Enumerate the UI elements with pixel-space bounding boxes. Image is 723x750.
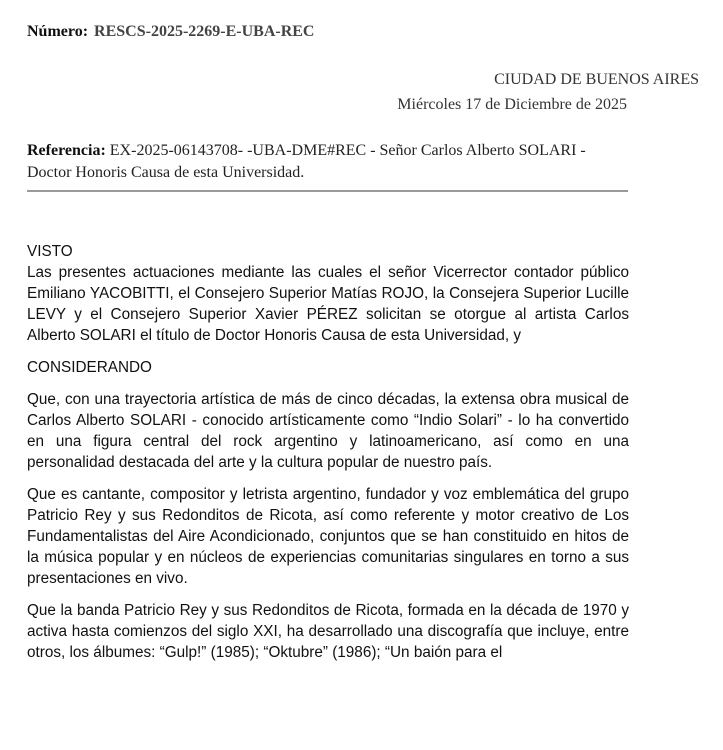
document-number-label: Número: [27,23,89,40]
document-number-value: RESCS-2025-2269-E-UBA-REC [94,23,315,40]
document-body [27,241,629,663]
reference-label: Referencia: [27,142,106,159]
visto-heading: VISTO [27,243,73,260]
reference-block [27,140,627,184]
header-divider [27,190,628,192]
visto-paragraph: Las presentes actuaciones mediante las cuales el señor Vicerrector contador público Emiliano YACOBITTI, el Consejero Superior Matías ROJO, la Consejera Superior Lucille LEVY y el Consejero Superior Xavier PÉREZ solicitan se otorgue al artista Carlos Alberto SOLARI el título de Doctor Honoris Causa de esta Universidad, y [27,264,629,344]
city-line: CIUDAD DE BUENOS AIRES [494,71,699,88]
date-line: Miércoles 17 de Diciembre de 2025 [397,96,627,113]
considerando-paragraph-1: Que, con una trayectoria artística de más de cinco décadas, la extensa obra musical de Carlos Alberto SOLARI - conocido artísticamente como “Indio Solari” - lo ha convertido en una figura central del rock argentino y latinoamericano, así como en una personalidad destacada del arte y la cultura popular de nuestro país. [27,391,629,471]
considerando-paragraph-3: Que la banda Patricio Rey y sus Redonditos de Ricota, formada en la década de 1970 y activa hasta comienzos del siglo XXI, ha desarrollado una discografía que incluye, entre otros, los álbumes: “Gulp!” (1985); “Oktubre” (1986); “Un baión para el [27,602,629,661]
reference-text: EX-2025-06143708- -UBA-DME#REC - Señor Carlos Alberto SOLARI - Doctor Honoris Causa de esta Universidad. [27,142,586,181]
considerando-paragraph-2: Que es cantante, compositor y letrista argentino, fundador y voz emblemática del grupo Patricio Rey y sus Redonditos de Ricota, así como referente y motor creativo de Los Fundamentalistas del Aire Acondicionado, conjuntos que se han constituido en hitos de la música popular y en núcleos de experiencias comunitarias singulares en torno a sus presentaciones en vivo. [27,486,629,587]
document-number [27,23,314,41]
considerando-heading: CONSIDERANDO [27,359,152,376]
